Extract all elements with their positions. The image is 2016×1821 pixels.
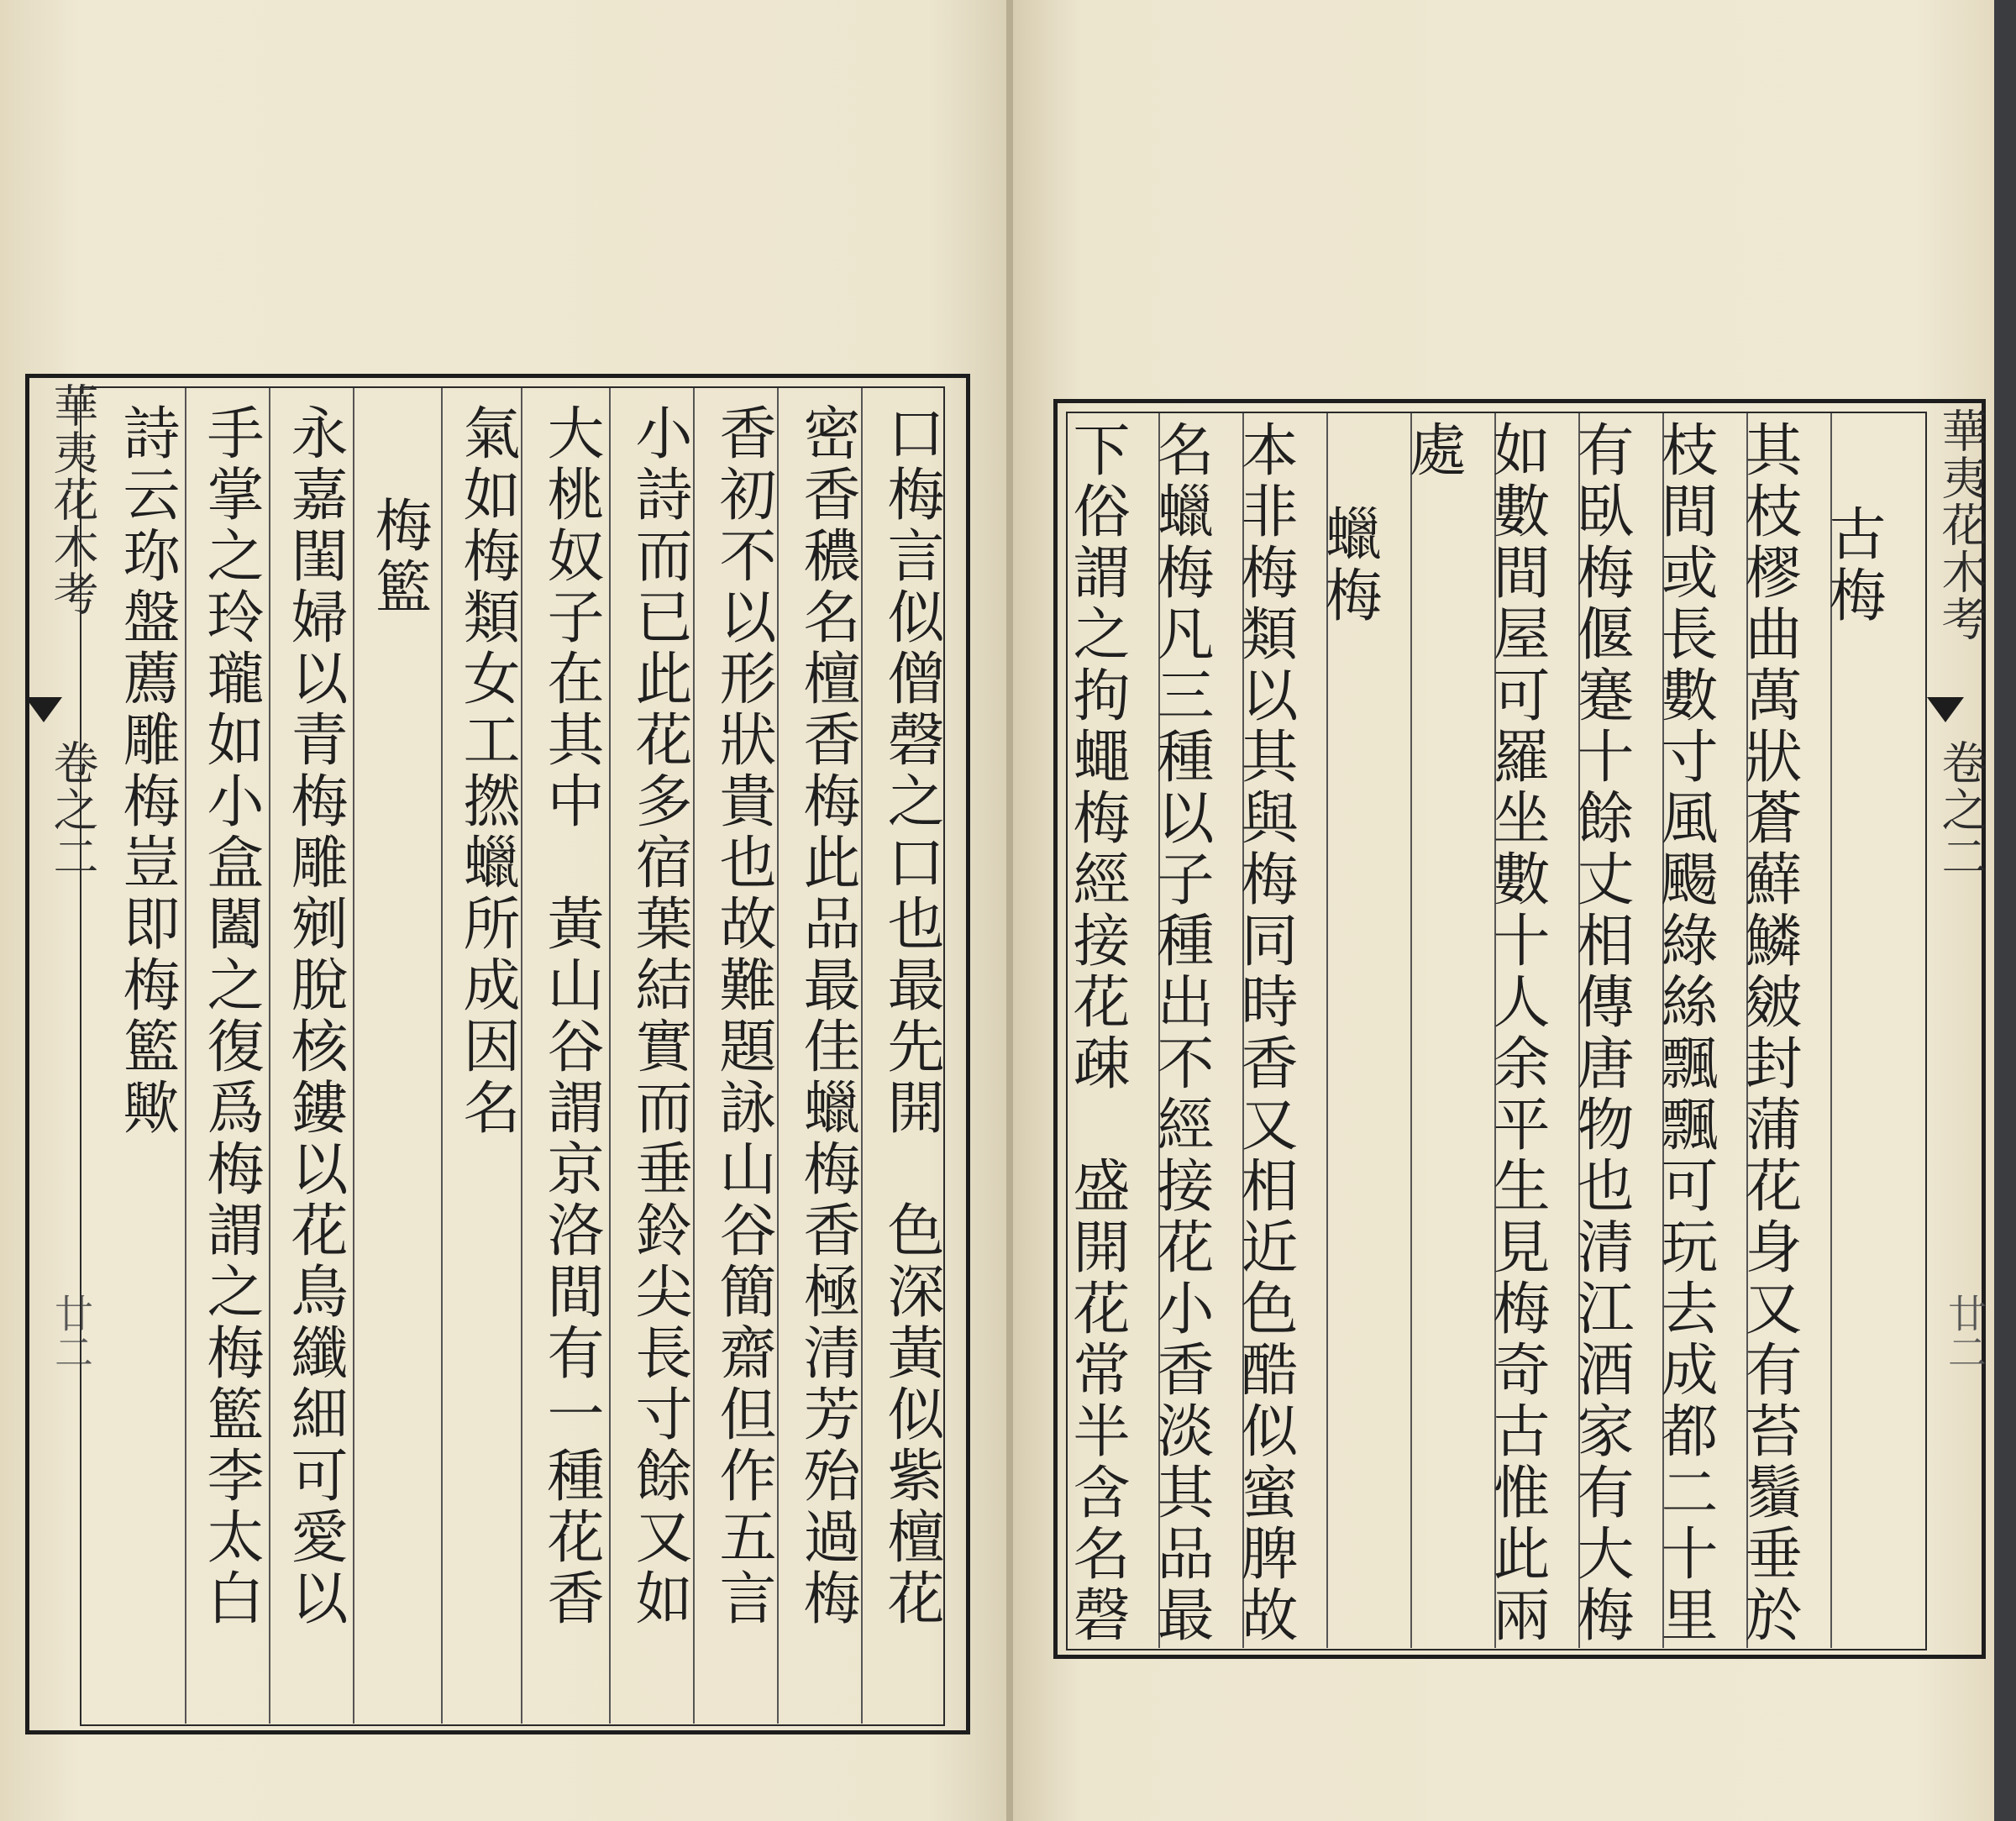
right-fold-mark [1927, 697, 1964, 722]
left-column-9: 手掌之玲瓏如小盒闔之復爲梅謂之梅籃李太白 [197, 403, 264, 1629]
left-column-1: 口梅言似僧磬之口也最先開 色深黃似紫檀花 [878, 403, 944, 1629]
right-folio: 廿二 [1942, 1294, 1987, 1371]
right-heading-gumei: 古梅 [1819, 504, 1886, 627]
right-margin-volume: 卷之二 [1935, 739, 1987, 880]
left-heading-meilan: 梅籃 [365, 496, 432, 618]
left-column-6: 氣如梅類女工撚蠟所成因名 [454, 403, 520, 1139]
right-column-8: 本非梅類以其與梅同時香又相近色酷似蜜脾故 [1231, 420, 1298, 1646]
left-column-3: 香初不以形狀貴也故難題詠山谷簡齋但作五言 [710, 403, 776, 1629]
left-column-10: 詩云珎盤薦雕梅豈即梅籃歟 [113, 403, 180, 1139]
right-column-3: 枝間或長數寸風颺綠絲飄飄可玩去成都二十里 [1651, 420, 1718, 1646]
left-margin-title: 華夷花木考 [46, 382, 99, 617]
right-margin-title: 華夷花木考 [1935, 407, 1987, 643]
right-column-5: 如數間屋可羅坐數十人余平生見梅奇古惟此兩 [1483, 420, 1550, 1646]
right-column-9: 名蠟梅凡三種以子種出不經接花小香淡其品最 [1147, 420, 1214, 1646]
right-heading-lamei: 蠟梅 [1315, 504, 1382, 627]
right-column-4: 有臥梅偃蹇十餘丈相傳唐物也清江酒家有大梅 [1567, 420, 1634, 1646]
right-page [1013, 0, 1994, 1821]
right-column-2: 其枝樛曲萬狀蒼蘚鱗皴封蒲花身又有苔鬚垂於 [1735, 420, 1802, 1646]
left-column-8: 永嘉閨婦以青梅雕剜脫核鏤以花鳥纖細可愛以 [281, 403, 348, 1629]
left-column-5: 大桃奴子在其中 黃山谷謂京洛間有一種花香 [538, 403, 604, 1629]
left-folio: 廿二 [49, 1294, 94, 1371]
left-column-2: 密香穠名檀香梅此品最佳蠟梅香極清芳殆過梅 [794, 403, 860, 1629]
right-column-6: 處 [1399, 420, 1466, 481]
left-column-4: 小詩而已此花多宿葉結實而垂鈴尖長寸餘又如 [626, 403, 692, 1629]
right-column-10: 下俗謂之拘蠅梅經接花疎 盛開花常半含名磬 [1063, 420, 1130, 1646]
left-margin-volume: 卷之二 [46, 739, 99, 880]
